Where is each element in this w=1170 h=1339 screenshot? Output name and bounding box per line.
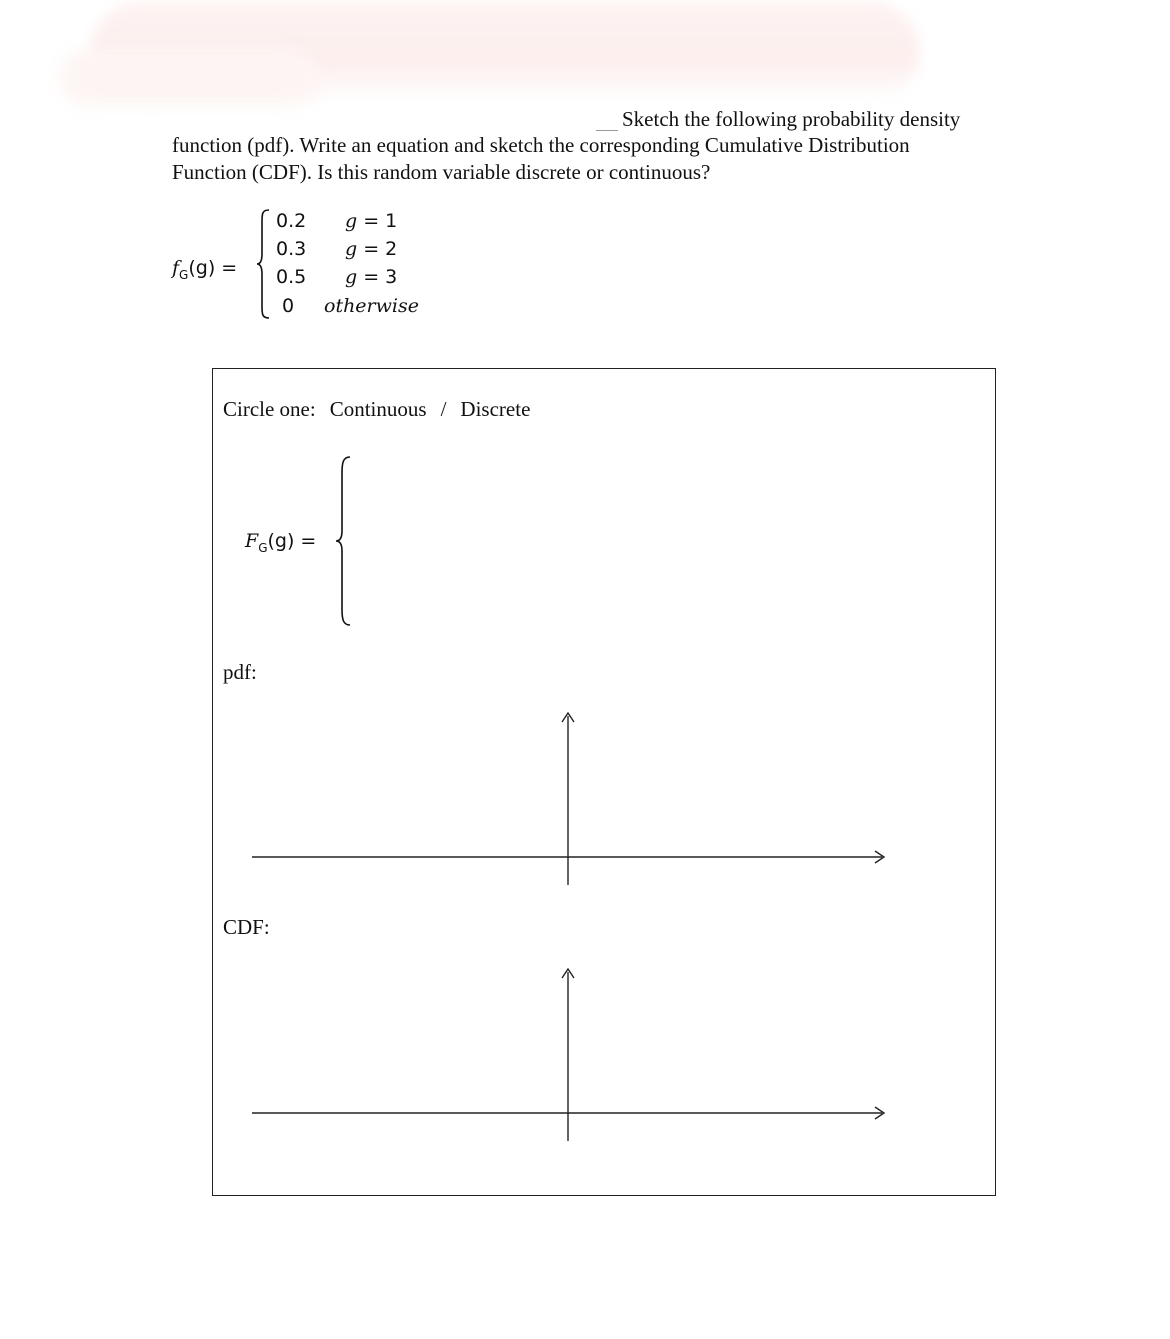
question-line-3: Function (CDF). Is this random variable discrete or continuous? xyxy=(172,160,711,184)
pdf-func-symbol: f xyxy=(172,257,180,279)
circle-one-label: Circle one: xyxy=(223,397,316,421)
pdf-case-value: 0.3 xyxy=(276,238,307,260)
condition-var: g xyxy=(345,210,358,232)
condition-var: g xyxy=(345,266,358,288)
condition-rest: = 3 xyxy=(357,266,398,288)
option-discrete[interactable]: Discrete xyxy=(460,397,531,421)
cdf-func-subscript: G xyxy=(258,540,268,555)
cdf-label: CDF: xyxy=(223,915,270,939)
option-separator: / xyxy=(440,397,447,421)
question-line-2: function (pdf). Write an equation and sketch the corresponding Cumulative Distribution xyxy=(172,133,910,157)
option-continuous[interactable]: Continuous xyxy=(329,397,427,421)
pdf-case-value: 0.5 xyxy=(276,266,307,288)
condition-var: otherwise xyxy=(324,295,419,317)
pdf-func-arg: (g) = xyxy=(188,257,238,279)
condition-rest: = 1 xyxy=(357,210,398,232)
condition-var: g xyxy=(345,238,358,260)
pdf-sketch-axes xyxy=(252,713,884,885)
cdf-sketch-axes xyxy=(252,969,884,1141)
pdf-case-value: 0 xyxy=(282,295,295,317)
condition-rest: = 2 xyxy=(357,238,398,260)
cdf-func-symbol: F xyxy=(245,530,259,552)
pdf-func-subscript: G xyxy=(179,267,189,282)
question-line-1: Sketch the following probability density xyxy=(622,107,961,131)
cdf-func-arg: (g) = xyxy=(267,530,317,552)
pdf-case-value: 0.2 xyxy=(276,210,307,232)
pdf-label: pdf: xyxy=(223,660,257,684)
